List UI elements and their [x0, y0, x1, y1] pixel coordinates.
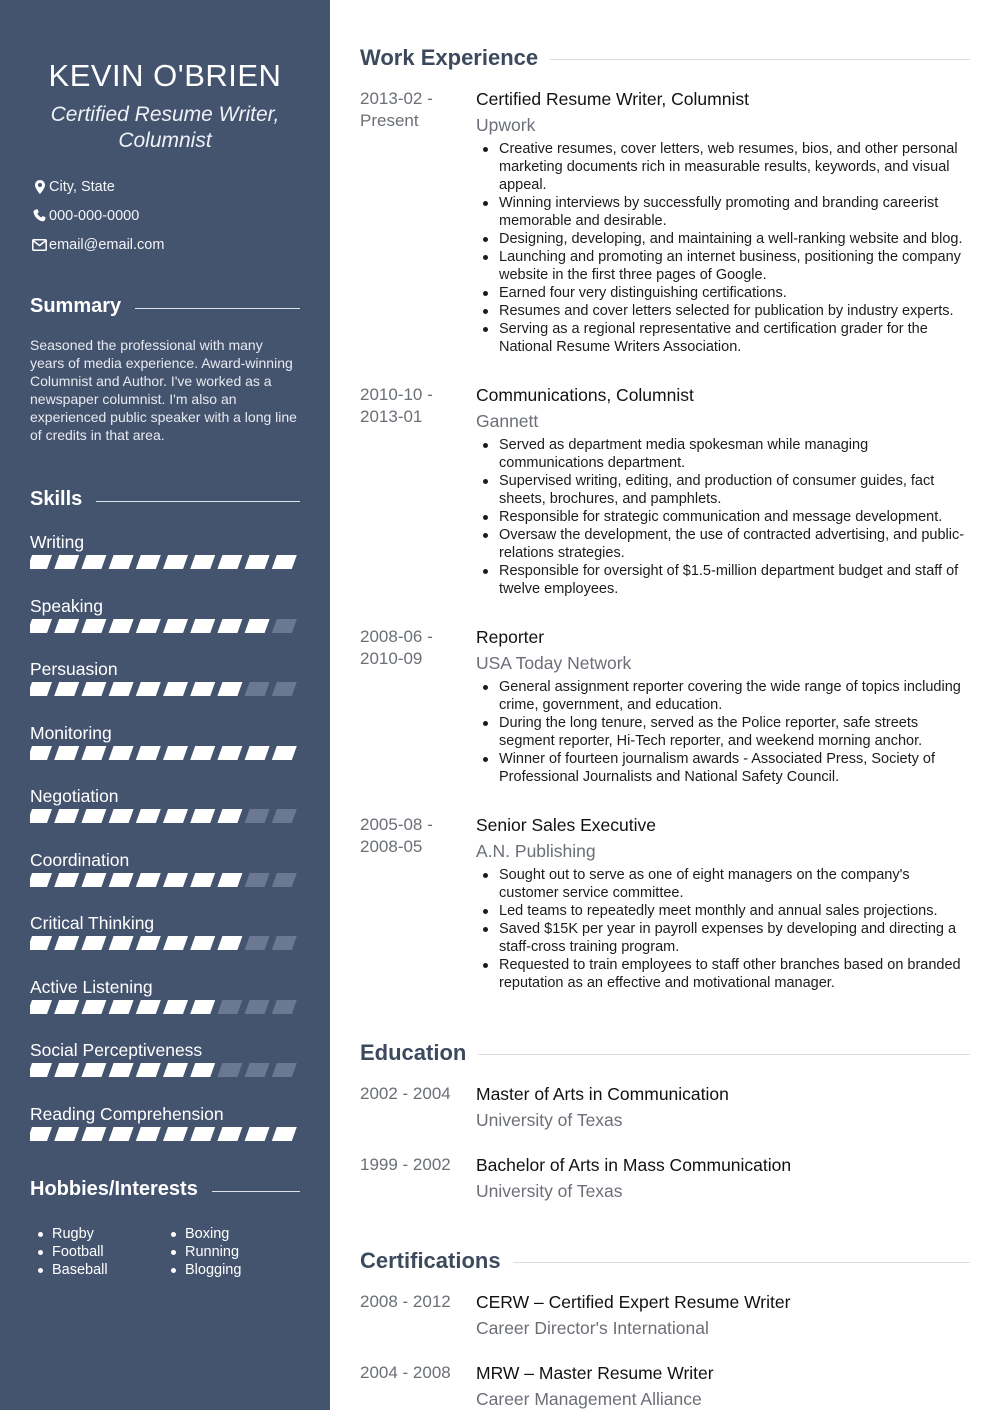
skill-rating-bar: [30, 1127, 302, 1141]
skill-name: Monitoring: [30, 722, 112, 743]
entry-bullets: [476, 678, 970, 786]
skill-segment-filled: [163, 936, 188, 950]
skill-rating-bar: [30, 873, 302, 887]
entry-organization: University of Texas: [476, 1110, 623, 1130]
skill-segment-filled: [81, 682, 106, 696]
skill-name: Persuasion: [30, 659, 118, 679]
entry-role: Senior Sales Executive: [476, 815, 656, 835]
summary-heading: [30, 295, 300, 318]
skill-segment-empty: [272, 873, 297, 887]
skill-segment-filled: [54, 555, 79, 569]
hobbies-heading: [30, 1178, 300, 1201]
skill-segment-empty: [245, 873, 270, 887]
work-section: [360, 0, 970, 992]
skill-segment-filled: [109, 809, 134, 823]
skill-segment-empty: [245, 1063, 270, 1077]
skill-segment-filled: [109, 1000, 134, 1014]
contact-phone[interactable]: [30, 201, 300, 230]
skill-segment-filled: [136, 1000, 161, 1014]
work-entry: [360, 814, 970, 992]
education-section: [360, 1040, 970, 1202]
skill-rating: [30, 619, 300, 633]
entry-bullet: Winner of fourteen journalism awards - Associated Press, Society of Professional Journalists and National Safety Council.: [476, 750, 970, 786]
skill-item: [30, 1101, 300, 1165]
skill-segment-filled: [109, 936, 134, 950]
skill-rating: [30, 1063, 300, 1077]
skill-item: [30, 847, 300, 911]
entry-bullet: Supervised writing, editing, and production of consumer guides, fact sheets, brochures, and pamphlets.: [476, 472, 970, 508]
skill-name: Social Perceptiveness: [30, 1040, 203, 1060]
entry-body: [476, 1362, 970, 1410]
skill-rating: [30, 873, 300, 887]
skill-name: Negotiation: [30, 786, 119, 806]
certifications-entry: [360, 1362, 970, 1410]
entry-body: [476, 814, 970, 992]
skill-segment-filled: [54, 619, 79, 633]
skill-segment-filled: [54, 936, 79, 950]
entry-body: [476, 384, 970, 598]
skill-segment-filled: [163, 1000, 188, 1014]
entry-role: CERW – Certified Expert Resume Writer: [476, 1292, 791, 1312]
entry-bullet: Sought out to serve as one of eight managers on the company's customer service committee.: [476, 866, 970, 902]
entry-date: 1999 - 2002: [360, 1155, 451, 1174]
hobbies-heading-text: Hobbies/Interests: [30, 1178, 198, 1200]
location-pin-icon: [30, 180, 49, 194]
skill-rating-bar: [30, 1000, 302, 1014]
summary-text: Seasoned the professional with many years of media experience. Award-winning Columnist and Author. I've worked as a newspaper columnist. I'm also an experienced public speaker with a long line of credits in that area.: [30, 337, 297, 443]
entry-body: [476, 1154, 970, 1202]
entry-date: 2008 - 2012: [360, 1292, 451, 1311]
entry-bullets: [476, 140, 970, 356]
certifications-heading-rule: [513, 1262, 970, 1263]
hobby-item: Rugby: [38, 1225, 163, 1243]
skill-rating-bar: [30, 619, 302, 633]
skill-segment-filled: [81, 936, 106, 950]
skill-rating-bar: [30, 746, 302, 760]
skill-segment-filled: [245, 619, 270, 633]
skill-name: Coordination: [30, 849, 130, 870]
entry-role: Communications, Columnist: [476, 385, 694, 405]
entry-bullet: Designing, developing, and maintaining a well-ranking website and blog.: [476, 230, 970, 248]
skill-segment-filled: [190, 936, 215, 950]
work-entry: [360, 88, 970, 356]
skill-segment-filled: [163, 873, 188, 887]
entry-bullet: During the long tenure, served as the Police reporter, safe streets segment reporter, Hi-Tech reporter, and weekend morning anchor.: [476, 714, 970, 750]
entry-bullet: Oversaw the development, the use of contracted advertising, and public-relations strategies.: [476, 526, 970, 562]
skill-segment-filled: [81, 1000, 106, 1014]
education-entry: [360, 1154, 970, 1202]
skill-name: Writing: [30, 532, 85, 552]
entry-date: 2008-06 - 2010-09: [360, 627, 433, 668]
skill-segment-filled: [217, 619, 242, 633]
education-entry: [360, 1083, 970, 1131]
entry-bullet: Resumes and cover letters selected for publication by industry experts.: [476, 302, 970, 320]
work-heading: [360, 45, 970, 71]
skill-segment-filled: [190, 746, 215, 760]
skill-item: [30, 974, 300, 1038]
skill-rating: [30, 809, 300, 823]
skill-segment-filled: [30, 682, 52, 696]
hobby-item: Running: [171, 1243, 296, 1261]
skill-segment-filled: [136, 682, 161, 696]
skill-segment-filled: [81, 619, 106, 633]
entry-bullets: [476, 436, 970, 598]
entry-body: [476, 1083, 970, 1131]
skill-segment-filled: [136, 1063, 161, 1077]
contact-phone-text: 000-000-0000: [49, 207, 140, 224]
skill-segment-filled: [136, 1127, 161, 1141]
hobby-item: Blogging: [171, 1261, 296, 1279]
skill-rating: [30, 746, 300, 760]
skill-segment-filled: [54, 809, 79, 823]
skill-rating: [30, 682, 300, 696]
entry-bullet: Served as department media spokesman while managing communications department.: [476, 436, 970, 472]
entry-bullet: Earned four very distinguishing certifications.: [476, 284, 970, 302]
skill-item: [30, 593, 300, 657]
work-entry: [360, 626, 970, 786]
skill-segment-filled: [54, 1000, 79, 1014]
skill-segment-empty: [272, 1000, 297, 1014]
entry-bullet: Saved $15K per year in payroll expenses by developing and directing a staff-cross training program.: [476, 920, 970, 956]
contact-list: [30, 172, 300, 259]
skill-segment-filled: [30, 809, 52, 823]
skill-segment-filled: [245, 1127, 270, 1141]
skills-heading-rule: [96, 501, 300, 502]
entry-bullet: Creative resumes, cover letters, web resumes, bios, and other personal marketing documents rich in measurable results, keywords, and visual appeal.: [476, 140, 970, 194]
skill-item: [30, 1037, 300, 1101]
certifications-heading: [360, 1248, 970, 1274]
contact-email[interactable]: [30, 230, 300, 259]
entry-body: [476, 626, 970, 786]
skill-segment-filled: [245, 555, 270, 569]
skill-segment-filled: [136, 873, 161, 887]
entry-date: 2013-02 - Present: [360, 89, 433, 130]
skills-heading: [30, 488, 300, 511]
skill-segment-empty: [217, 1000, 242, 1014]
entry-organization: Upwork: [476, 115, 536, 135]
entry-role: Reporter: [476, 627, 545, 647]
skill-item: [30, 910, 300, 974]
skill-item: [30, 656, 300, 720]
skill-rating: [30, 555, 300, 569]
skill-rating-bar: [30, 936, 302, 950]
skill-segment-filled: [30, 936, 52, 950]
entry-organization: A.N. Publishing: [476, 841, 596, 861]
summary-heading-text: Summary: [30, 295, 122, 317]
skill-segment-empty: [245, 936, 270, 950]
skill-segment-filled: [190, 555, 215, 569]
entry-bullet: Responsible for strategic communication and message development.: [476, 508, 970, 526]
skill-segment-empty: [272, 682, 297, 696]
skill-rating: [30, 936, 300, 950]
skill-segment-filled: [163, 746, 188, 760]
skill-segment-filled: [136, 936, 161, 950]
skill-item: [30, 529, 300, 593]
skill-item: [30, 720, 300, 784]
skill-name: Active Listening: [30, 976, 153, 997]
skill-segment-filled: [163, 682, 188, 696]
entry-bullet: Requested to train employees to staff other branches based on branded reputation as an effective and motivational manager.: [476, 956, 970, 992]
entry-date: 2002 - 2004: [360, 1084, 451, 1103]
skill-segment-filled: [81, 1063, 106, 1077]
skill-segment-filled: [136, 746, 161, 760]
skill-segment-empty: [245, 1000, 270, 1014]
skill-segment-empty: [272, 936, 297, 950]
skill-segment-filled: [190, 682, 215, 696]
sidebar: [0, 0, 330, 1410]
skill-segment-filled: [54, 746, 79, 760]
skill-segment-filled: [217, 682, 242, 696]
entry-organization: University of Texas: [476, 1181, 623, 1201]
skill-segment-filled: [245, 746, 270, 760]
entry-organization: Career Management Alliance: [476, 1389, 702, 1409]
candidate-title: Certified Resume Writer, Columnist: [50, 103, 280, 152]
skill-rating-bar: [30, 809, 302, 823]
skill-segment-filled: [54, 1063, 79, 1077]
skill-segment-filled: [136, 555, 161, 569]
skill-segment-filled: [217, 746, 242, 760]
education-heading-text: Education: [360, 1040, 467, 1065]
skill-segment-filled: [54, 1127, 79, 1141]
candidate-name: KEVIN O'BRIEN: [48, 58, 282, 93]
entry-body: [476, 1291, 970, 1339]
entry-body: [476, 88, 970, 356]
skill-segment-empty: [272, 809, 297, 823]
entry-role: Certified Resume Writer, Columnist: [476, 89, 749, 109]
entry-role: Master of Arts in Communication: [476, 1084, 729, 1104]
skill-name: Reading Comprehension: [30, 1103, 224, 1124]
skill-segment-filled: [30, 746, 52, 760]
skill-segment-filled: [30, 555, 52, 569]
hobbies-heading-rule: [212, 1191, 300, 1192]
entry-bullet: Launching and promoting an internet business, positioning the company website in the first three pages of Google.: [476, 248, 970, 284]
skill-segment-filled: [272, 555, 297, 569]
email-icon: [30, 239, 49, 251]
skill-segment-filled: [163, 809, 188, 823]
skill-segment-filled: [30, 873, 52, 887]
entry-role: Bachelor of Arts in Mass Communication: [476, 1155, 792, 1175]
skill-segment-filled: [30, 1127, 52, 1141]
contact-location-text: City, State: [49, 178, 115, 195]
contact-email-text: email@email.com: [49, 236, 165, 253]
education-heading: [360, 1040, 970, 1066]
skill-segment-filled: [190, 1063, 215, 1077]
skill-name: Speaking: [30, 595, 103, 616]
certifications-entry: [360, 1291, 970, 1339]
contact-location: [30, 172, 300, 201]
skill-segment-filled: [54, 682, 79, 696]
skill-item: [30, 783, 300, 847]
skill-rating-bar: [30, 682, 302, 696]
certifications-heading-text: Certifications: [360, 1248, 501, 1273]
skill-segment-filled: [109, 1063, 134, 1077]
summary-heading-rule: [135, 308, 300, 309]
skill-segment-filled: [109, 1127, 134, 1141]
skill-segment-filled: [190, 619, 215, 633]
work-heading-text: Work Experience: [360, 45, 539, 70]
skill-segment-filled: [136, 809, 161, 823]
skill-segment-filled: [190, 1127, 215, 1141]
skill-segment-filled: [217, 1127, 242, 1141]
entry-organization: USA Today Network: [476, 653, 632, 673]
work-entries: [360, 88, 970, 992]
skill-segment-filled: [81, 809, 106, 823]
skill-segment-filled: [163, 619, 188, 633]
entry-bullet: Serving as a regional representative and certification grader for the National Resume Writers Association.: [476, 320, 970, 356]
skill-segment-filled: [190, 809, 215, 823]
skill-segment-filled: [163, 1063, 188, 1077]
hobby-item: Baseball: [38, 1261, 163, 1279]
skill-segment-filled: [81, 555, 106, 569]
skill-segment-filled: [81, 873, 106, 887]
skill-segment-filled: [109, 619, 134, 633]
skill-segment-filled: [163, 1127, 188, 1141]
skill-segment-filled: [30, 1063, 52, 1077]
education-entries: [360, 1083, 970, 1202]
skill-segment-filled: [217, 873, 242, 887]
skill-segment-filled: [272, 746, 297, 760]
skill-segment-empty: [272, 619, 297, 633]
work-entry: [360, 384, 970, 598]
skill-rating: [30, 1127, 300, 1141]
skill-segment-filled: [30, 619, 52, 633]
certifications-section: [360, 1248, 970, 1410]
skill-segment-filled: [81, 1127, 106, 1141]
skill-segment-filled: [30, 1000, 52, 1014]
education-heading-rule: [478, 1054, 970, 1055]
skill-segment-filled: [136, 619, 161, 633]
skills-heading-text: Skills: [30, 488, 83, 510]
skill-segment-filled: [109, 555, 134, 569]
skill-segment-filled: [54, 873, 79, 887]
entry-bullet: Led teams to repeatedly meet monthly and annual sales projections.: [476, 902, 970, 920]
skills-list: [30, 529, 300, 1164]
entry-date: 2004 - 2008: [360, 1363, 451, 1382]
skill-segment-filled: [81, 746, 106, 760]
skill-segment-empty: [272, 1063, 297, 1077]
entry-bullet: Responsible for oversight of $1.5-million department budget and staff of twelve employees.: [476, 562, 970, 598]
hobby-item: Football: [38, 1243, 163, 1261]
skill-segment-filled: [272, 1127, 297, 1141]
main-content: [360, 0, 970, 1410]
certification-entries: [360, 1291, 970, 1410]
hobbies-list: [30, 1225, 300, 1279]
entry-date: 2010-10 - 2013-01: [360, 385, 433, 426]
skill-segment-filled: [109, 682, 134, 696]
entry-date: 2005-08 - 2008-05: [360, 815, 433, 856]
skill-segment-filled: [109, 746, 134, 760]
work-heading-rule: [550, 59, 970, 60]
hobbies-column-1: [30, 1225, 163, 1279]
entry-role: MRW – Master Resume Writer: [476, 1363, 714, 1383]
skill-segment-empty: [217, 1063, 242, 1077]
entry-bullet: General assignment reporter covering the wide range of topics including crime, government, and education.: [476, 678, 970, 714]
skill-segment-empty: [245, 682, 270, 696]
skill-segment-filled: [163, 555, 188, 569]
phone-icon: [30, 209, 49, 222]
skill-segment-filled: [109, 873, 134, 887]
skill-segment-filled: [217, 555, 242, 569]
entry-bullet: Winning interviews by successfully promoting and branding careerist memorable and desirable.: [476, 194, 970, 230]
skill-segment-empty: [245, 809, 270, 823]
entry-organization: Career Director's International: [476, 1318, 709, 1338]
hobbies-column-2: [163, 1225, 296, 1279]
skill-segment-filled: [217, 936, 242, 950]
skill-segment-filled: [190, 1000, 215, 1014]
skill-rating-bar: [30, 1063, 302, 1077]
skill-rating-bar: [30, 555, 302, 569]
hobby-item: Boxing: [171, 1225, 296, 1243]
skill-rating: [30, 1000, 300, 1014]
entry-bullets: [476, 866, 970, 992]
skill-segment-filled: [217, 809, 242, 823]
skill-name: Critical Thinking: [30, 913, 155, 933]
entry-organization: Gannett: [476, 411, 539, 431]
skill-segment-filled: [190, 873, 215, 887]
